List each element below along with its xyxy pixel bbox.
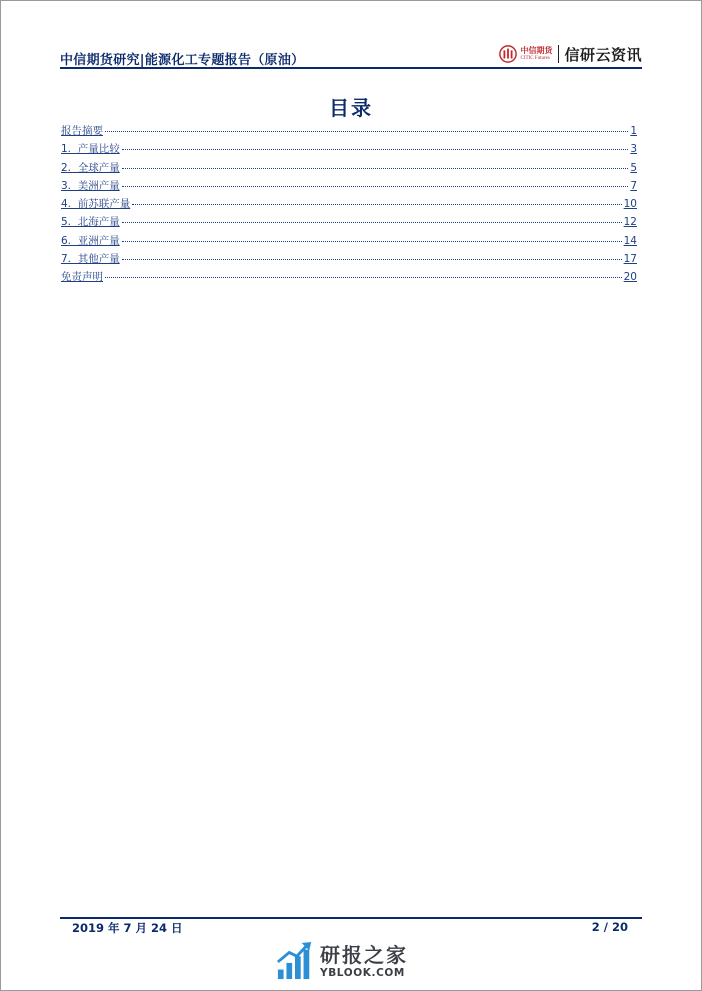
toc-entry-label: 3. 美洲产量 — [61, 179, 120, 192]
toc-entry-label: 5. 北海产量 — [61, 216, 120, 229]
watermark-name: 研报之家 — [320, 943, 408, 967]
footer-rule — [60, 917, 642, 919]
toc-entry-page: 14 — [623, 234, 637, 247]
toc-entry-page: 20 — [623, 271, 637, 284]
toc-leader-dots — [132, 204, 621, 205]
toc-entry-page: 12 — [623, 216, 637, 229]
brand-name: 信研云资讯 — [564, 45, 642, 64]
citic-futures-logo — [499, 42, 642, 66]
toc-leader-dots — [122, 222, 622, 223]
toc-entry-label: 报告摘要 — [61, 125, 103, 137]
toc-entry-asia-production[interactable] — [61, 233, 637, 251]
toc-entry-label: 7. 其他产量 — [61, 253, 120, 266]
yblook-watermark — [276, 941, 408, 981]
toc-entry-label: 6. 亚洲产量 — [61, 234, 120, 247]
toc-leader-dots — [122, 168, 629, 169]
toc-leader-dots — [122, 241, 622, 242]
toc-leader-dots — [122, 259, 622, 260]
toc-entry-former-soviet-production[interactable] — [61, 196, 637, 214]
toc-entry-page: 3 — [630, 143, 637, 156]
footer-date: 2019 年 7 月 24 日 — [72, 921, 183, 935]
toc-leader-dots — [122, 186, 629, 187]
toc-leader-dots — [105, 277, 622, 278]
footer-page-number: 2 / 20 — [591, 920, 628, 934]
toc-entry-disclaimer[interactable] — [61, 269, 637, 287]
toc-entry-page: 1 — [630, 125, 637, 137]
citic-logo-icon — [499, 45, 517, 63]
toc-entry-summary[interactable] — [61, 123, 637, 141]
header-rule — [60, 67, 642, 69]
toc-entry-page: 10 — [623, 198, 637, 211]
page-header — [60, 40, 642, 68]
logo-cn-text: 中信期货 — [520, 46, 553, 55]
logo-separator — [558, 45, 559, 63]
toc-entry-page: 5 — [630, 161, 637, 174]
watermark-url: YBLOOK.COM — [320, 967, 405, 979]
toc-entry-label: 2. 全球产量 — [61, 161, 120, 174]
logo-en-text: CITIC Futures — [520, 56, 550, 61]
toc-entry-page: 17 — [623, 253, 637, 266]
header-title: 中信期货研究|能源化工专题报告（原油） — [60, 53, 305, 68]
toc-entry-north-sea-production[interactable] — [61, 214, 637, 232]
toc-leader-dots — [122, 149, 629, 150]
toc-entry-label: 1. 产量比较 — [61, 143, 120, 156]
toc-entry-global-production[interactable] — [61, 160, 637, 178]
toc-entry-page: 7 — [630, 179, 637, 192]
bar-chart-arrow-icon — [276, 941, 314, 981]
toc-entry-americas-production[interactable] — [61, 178, 637, 196]
toc-entry-label: 免责声明 — [61, 271, 103, 284]
toc-entry-label: 4. 前苏联产量 — [61, 198, 131, 211]
toc-leader-dots — [105, 131, 628, 132]
table-of-contents — [61, 123, 637, 288]
toc-title: 目录 — [329, 96, 373, 120]
toc-entry-production-comparison[interactable] — [61, 141, 637, 159]
toc-entry-other-production[interactable] — [61, 251, 637, 269]
